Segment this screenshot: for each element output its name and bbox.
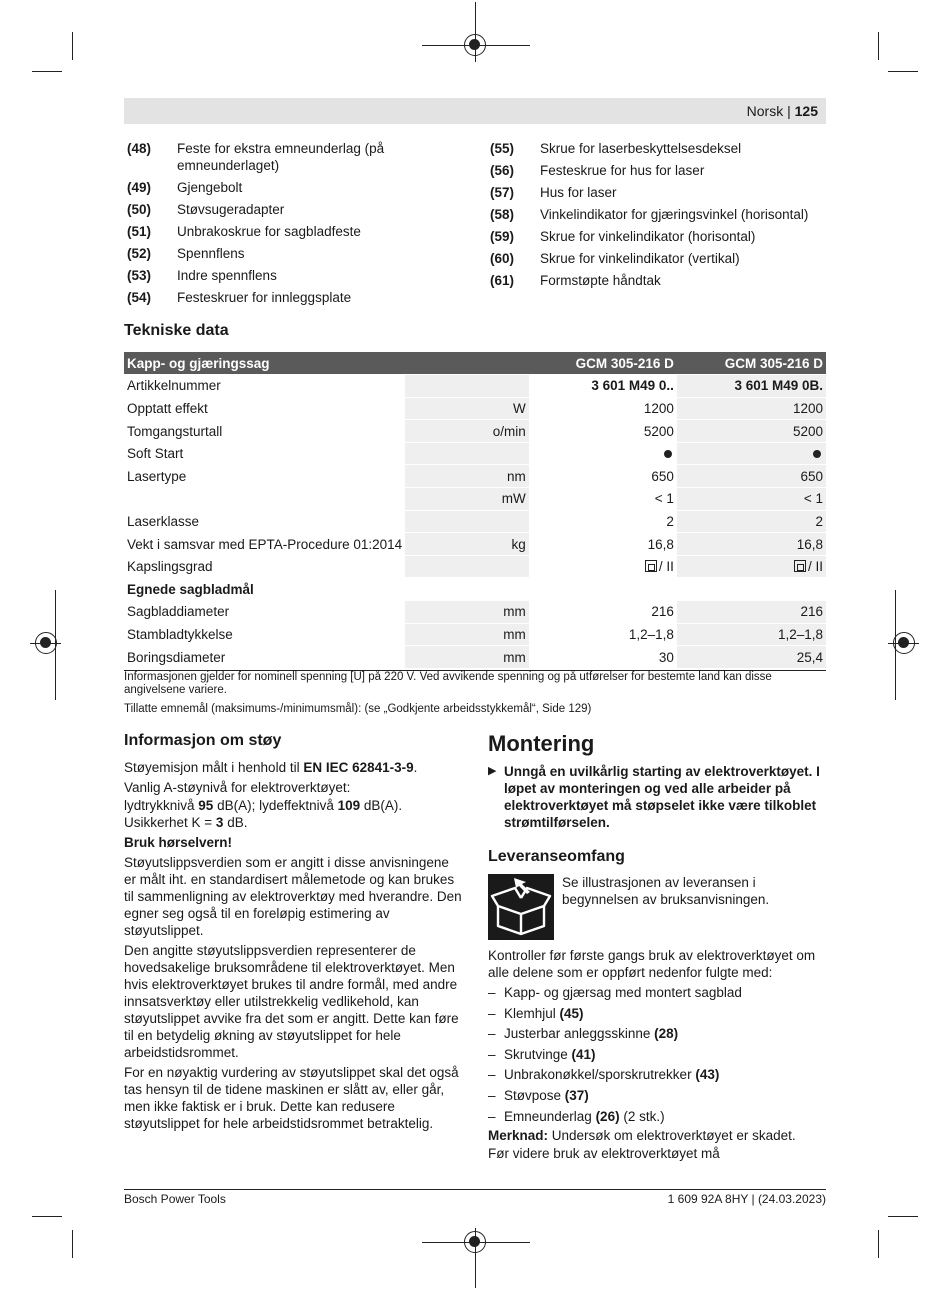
- value-b: 3 601 M49 0B.: [677, 375, 826, 398]
- legend-item: [490, 272, 820, 289]
- value-b: 5200: [677, 420, 826, 443]
- value-b: GCM 305-216 D: [677, 352, 826, 375]
- value: 109: [337, 798, 361, 813]
- legend-item: [127, 201, 397, 218]
- row-label: Tomgangsturtall: [124, 420, 405, 443]
- value-a: 1200: [529, 397, 677, 420]
- montering-heading: Montering: [488, 731, 595, 756]
- table-row: [124, 510, 826, 533]
- hearing-warning: [124, 834, 464, 851]
- tech-table: [124, 352, 826, 669]
- table-row: [124, 601, 826, 624]
- value-a: 2: [529, 510, 677, 533]
- row-unit: [405, 352, 529, 375]
- value-b: 1,2–1,8: [677, 623, 826, 646]
- crop-mark: [878, 32, 879, 60]
- legend-number: (61): [490, 273, 515, 288]
- row-label: Boringsdiameter: [124, 646, 405, 669]
- text: .: [413, 760, 418, 775]
- footer-line: [124, 1189, 826, 1190]
- legend-number: (60): [490, 251, 515, 266]
- value-a: < 1: [529, 488, 677, 511]
- legend-item: [127, 223, 397, 240]
- legend-text: Skrue for laserbeskyttelsesdeksel: [540, 141, 742, 156]
- crop-mark: [32, 1216, 62, 1217]
- value-a: GCM 305-216 D: [529, 352, 677, 375]
- item-text: Justerbar anleggsskinne: [504, 1026, 655, 1042]
- protection-class-icon: [794, 560, 806, 572]
- row-label: Soft Start: [124, 442, 405, 465]
- legend-text: Spennflens: [177, 246, 245, 261]
- legend-item: [490, 228, 820, 245]
- value-b: [677, 555, 826, 578]
- item-ref: (26): [595, 1108, 620, 1124]
- value-a: [529, 442, 677, 465]
- list-item: [488, 1025, 828, 1042]
- legend-text: Støvsugeradapter: [177, 202, 285, 217]
- noise-paragraph-6: For en nøyaktig vurdering av støyutslippet skal det også tas hensyn til de tidene maskinen er slått av, eller går, men ikke faktisk er i bruk. Dette kan redusere støyutslippet for hele arbeidstidsrommet betraktelig.: [124, 1065, 459, 1131]
- registration-mark-icon: [893, 632, 915, 654]
- legend-item: [127, 245, 397, 262]
- row-label: Kapp- og gjæringssag: [124, 352, 405, 375]
- legend-item: [490, 250, 820, 267]
- row-unit: [405, 555, 529, 578]
- item-ref: (28): [654, 1026, 679, 1042]
- footer-right: 1 609 92A 8HY | (24.03.2023): [667, 1192, 826, 1206]
- arrow-icon: ▶: [488, 765, 497, 777]
- row-unit: mW: [405, 488, 529, 511]
- list-item: [488, 1066, 828, 1083]
- text: Støyemisjon målt i henhold til: [124, 760, 304, 775]
- note-text: Undersøk om elektroverktøyet er skadet.: [548, 1128, 796, 1143]
- legend-number: (57): [490, 185, 515, 200]
- legend-text: Skrue for vinkelindikator (vertikal): [540, 251, 740, 266]
- row-unit: o/min: [405, 420, 529, 443]
- list-item: [488, 1108, 828, 1125]
- row-label: Kapslingsgrad: [124, 555, 405, 578]
- legend-number: (58): [490, 207, 515, 222]
- value: 95: [198, 798, 214, 813]
- scope-heading-wrap: [488, 847, 828, 875]
- registration-mark-icon: [35, 632, 57, 654]
- legend-text: Gjengebolt: [177, 180, 243, 195]
- table-row: [124, 623, 826, 646]
- item-ref: (41): [571, 1046, 596, 1062]
- montering-warning: [488, 763, 828, 831]
- table-subheading: [124, 578, 826, 601]
- row-unit: [405, 442, 529, 465]
- value-a: 3 601 M49 0..: [529, 375, 677, 398]
- subheading-text: Egnede sagbladmål: [124, 578, 826, 601]
- crop-mark: [72, 32, 73, 60]
- value-a: 30: [529, 646, 677, 669]
- text: dB.: [223, 815, 248, 830]
- value-b: < 1: [677, 488, 826, 511]
- value: 3: [215, 815, 224, 830]
- row-label: Lasertype: [124, 465, 405, 488]
- row-label: Artikkelnummer: [124, 375, 405, 398]
- crop-mark: [72, 1230, 73, 1258]
- text: Vanlig A-støynivå for elektroverktøyet:: [124, 780, 351, 795]
- legend-left: [127, 140, 397, 311]
- scope-note: [488, 1127, 828, 1165]
- page-number: 125: [794, 103, 818, 119]
- value-b: 16,8: [677, 533, 826, 556]
- row-unit: W: [405, 397, 529, 420]
- row-label: Laserklasse: [124, 510, 405, 533]
- table-row: [124, 646, 826, 669]
- footer-left: Bosch Power Tools: [124, 1192, 226, 1206]
- table-row: [124, 442, 826, 465]
- legend-text: Feste for ekstra emneunderlag (på emneunderlaget): [177, 141, 385, 173]
- table-row: [124, 533, 826, 556]
- legend-item: [127, 289, 397, 306]
- legend-text: Indre spennflens: [177, 268, 277, 283]
- row-unit: [405, 510, 529, 533]
- legend-text: Unbrakoskrue for sagbladfeste: [177, 224, 361, 239]
- legend-number: (51): [127, 224, 152, 239]
- noise-paragraph-1: [124, 759, 464, 776]
- crop-mark: [32, 71, 62, 72]
- text: dB(A); lydeffektnivå: [213, 798, 338, 813]
- standard-ref: EN IEC 62841-3-9: [303, 760, 414, 775]
- legend-number: (59): [490, 229, 515, 244]
- tech-heading: Tekniske data: [124, 322, 229, 339]
- registration-mark-icon: [464, 34, 486, 56]
- legend-number: (56): [490, 163, 515, 178]
- item-text: Skrutvinge: [504, 1046, 572, 1062]
- legend-item: [490, 140, 820, 157]
- legend-text: Festeskruer for innleggsplate: [177, 290, 352, 305]
- legend-text: Festeskrue for hus for laser: [540, 163, 705, 178]
- legend-text: Vinkelindikator for gjæringsvinkel (horisontal): [540, 207, 809, 222]
- value-text: / II: [807, 559, 823, 575]
- list-item: [488, 984, 828, 1001]
- crop-mark: [878, 1230, 879, 1258]
- row-label: Opptatt effekt: [124, 397, 405, 420]
- value-a: 650: [529, 465, 677, 488]
- row-label: [124, 488, 405, 511]
- text: lydtrykknivå: [124, 798, 199, 813]
- list-item: [488, 1005, 828, 1022]
- list-item: [488, 1087, 828, 1104]
- legend-item: [490, 162, 820, 179]
- row-unit: nm: [405, 465, 529, 488]
- value-b: 650: [677, 465, 826, 488]
- item-ref: (45): [559, 1005, 584, 1021]
- legend-number: (52): [127, 246, 152, 261]
- noise-paragraph-5: Den angitte støyutslippsverdien representerer de hovedsakelige bruksområdene til elektroverktøyet. Men hvis elektroverktøyet brukes til andre formål, med andre innsatsverktøy eller utilstrekkelig vedlikehold, kan støyutslippet avvike fra det som er angitt. Dette kan føre til en betydelig økning av støyutslippet for hele arbeidstidsrommet.: [124, 943, 459, 1060]
- noise-paragraph-2: [124, 779, 464, 796]
- legend-number: (53): [127, 268, 152, 283]
- value-b: [677, 442, 826, 465]
- header-separator: |: [783, 103, 795, 119]
- legend-text: Skrue for vinkelindikator (horisontal): [540, 229, 756, 244]
- legend-item: [490, 206, 820, 223]
- legend-number: (55): [490, 141, 515, 156]
- row-unit: kg: [405, 533, 529, 556]
- table-row: [124, 488, 826, 511]
- table-row: [124, 375, 826, 398]
- legend-right: [490, 140, 820, 294]
- value-b: 1200: [677, 397, 826, 420]
- row-unit: [405, 375, 529, 398]
- value-a: 16,8: [529, 533, 677, 556]
- value-a: 216: [529, 601, 677, 624]
- value-a: 1,2–1,8: [529, 623, 677, 646]
- table-row: [124, 397, 826, 420]
- item-text: Unbrakonøkkel/sporskrutrekker: [504, 1067, 696, 1083]
- legend-item: [127, 267, 397, 284]
- registration-mark-icon: [464, 1231, 486, 1253]
- text: dB(A). Usikkerhet K =: [124, 798, 403, 830]
- item-text: Klemhjul: [504, 1005, 560, 1021]
- item-text: Støvpose: [504, 1087, 565, 1103]
- item-ref: (37): [564, 1087, 589, 1103]
- table-row: [124, 465, 826, 488]
- note-label: Merknad:: [488, 1128, 549, 1143]
- value-a: 5200: [529, 420, 677, 443]
- row-unit: mm: [405, 601, 529, 624]
- warning-text: Unngå en uvilkårlig starting av elektroverktøyet. I løpet av monteringen og ved alle arbeider på elektroverktøyet må støpselet ikke være tilkoblet strømtilførselen.: [504, 764, 820, 830]
- legend-number: (49): [127, 180, 152, 195]
- page-header: [124, 98, 826, 124]
- bullet-icon: [664, 450, 672, 458]
- value-text: / II: [658, 559, 674, 575]
- protection-class-icon: [645, 560, 657, 572]
- item-post: (2 stk.): [619, 1108, 665, 1124]
- legend-item: [490, 184, 820, 201]
- last-line: Før videre bruk av elektroverktøyet må: [488, 1146, 720, 1161]
- value-b: 25,4: [677, 646, 826, 669]
- value-b: 2: [677, 510, 826, 533]
- item-text: Kapp- og gjærsag med montert sagblad: [504, 985, 742, 1000]
- scope-intro: Kontroller før første gangs bruk av elektroverktøyet om alle delene som er oppført nedenfor fulgte med:: [488, 948, 816, 980]
- row-unit: mm: [405, 646, 529, 669]
- crop-mark: [888, 71, 918, 72]
- scope-icon-text: Se illustrasjonen av leveransen i begynnelsen av bruksanvisningen.: [562, 875, 770, 907]
- table-row: [124, 555, 826, 578]
- item-text: Emneunderlag: [504, 1108, 596, 1124]
- text: Bruk hørselvern!: [124, 835, 233, 850]
- value-b: 216: [677, 601, 826, 624]
- legend-item: [127, 179, 397, 196]
- value-a: [529, 555, 677, 578]
- scope-heading: Leveranseomfang: [488, 848, 625, 865]
- row-label: Sagbladdiameter: [124, 601, 405, 624]
- row-unit: mm: [405, 623, 529, 646]
- header-language: Norsk: [746, 103, 784, 119]
- header-text: [747, 103, 818, 119]
- table-row: [124, 352, 826, 375]
- list-item: [488, 1046, 828, 1063]
- legend-number: (54): [127, 290, 152, 305]
- legend-text: Hus for laser: [540, 185, 617, 200]
- noise-section: [124, 731, 464, 1135]
- item-ref: (43): [695, 1067, 720, 1083]
- tech-note-workpiece: Tillatte emnemål (maksimums-/minimumsmål): (se „Godkjente arbeidsstykkemål“, Side 129): [124, 703, 592, 715]
- noise-paragraph-4: Støyutslippsverdien som er angitt i disse anvisningene er målt iht. en standardisert målemetode og kan brukes til sammenligning av elektroverktøy med hverandre. Den egner seg også til en foreløpig estimering av støyutslippet.: [124, 855, 462, 938]
- table-row: [124, 420, 826, 443]
- tech-note-voltage: Informasjonen gjelder for nominell spenning [U] på 220 V. Ved avvikende spenning og på utførelser for bestemte land kan disse angivelsene variere.: [124, 671, 772, 696]
- legend-item: [127, 140, 397, 174]
- noise-paragraph-3: [124, 797, 464, 831]
- box-icon: [488, 874, 554, 940]
- noise-heading: Informasjon om støy: [124, 732, 282, 749]
- bullet-icon: [813, 450, 821, 458]
- legend-number: (50): [127, 202, 152, 217]
- scope-list: [488, 984, 828, 1128]
- legend-number: (48): [127, 141, 152, 156]
- crop-mark: [888, 1216, 918, 1217]
- legend-text: Formstøpte håndtak: [540, 273, 661, 288]
- row-label: Stambladtykkelse: [124, 623, 405, 646]
- row-label: Vekt i samsvar med EPTA-Procedure 01:2014: [124, 533, 405, 556]
